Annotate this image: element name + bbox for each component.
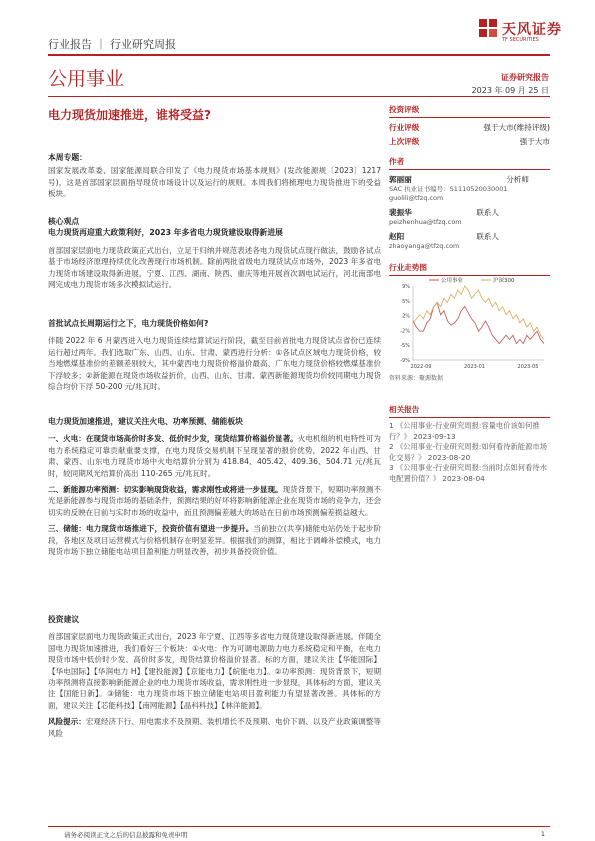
core-paragraph: 首部国家层面电力现货政策正式出台，立足于归纳并规范表述各电力现货试点现行做法，鼓励各试点基于市场经济原理持续优化改善现行市场机制。除前两批省级电力现货试点市场外，2023 年多省电力现货市场建设取得新进展，宁夏、江西、湖南、陕西、重庆等地开展首次调电试运行，河北南部电网完成电力现货市场多次模拟试运行。	[48, 245, 381, 290]
brand-name-en: TF SECURITIES	[502, 37, 539, 43]
rating-label: 行业评级	[389, 123, 420, 132]
report-type: 证券研究报告	[501, 73, 549, 82]
footer-disclaimer: 请务必阅读正文之后的信息披露和免责申明	[64, 831, 188, 839]
trial-paragraph: 伴随 2022 年 6 月蒙西进入电力现货连续结算试运行阶段，截至目前首批电力现货试点省份已连续运行超过两年。我们选取广东、山西、山东、甘肃、蒙西进行分析：①各试点区域电力现货价格，较当地燃煤基准价的差额差别较大，其中蒙西电力现货价格溢价最高、广东电力现货价格较燃煤基准价下浮较多；②新能源在现货市场收益折价，山西、山东、甘肃、蒙西新能源现货均价较同期电力现货综合均价下浮 50-200 元/兆瓦时。	[48, 336, 381, 392]
title-divider	[48, 96, 550, 97]
x-tick-label: 2023-05	[517, 364, 539, 370]
company-logo	[478, 18, 578, 44]
trial-section	[48, 318, 381, 392]
author-role: 分析师	[506, 175, 529, 184]
risk-paragraph	[48, 716, 381, 739]
risk-lead: 风险提示：	[48, 717, 86, 727]
rating-row	[389, 122, 550, 133]
y-tick-label: -5%	[400, 343, 410, 350]
report-title: 电力现货加速推进，谁将受益?	[48, 108, 211, 122]
core-section	[48, 216, 381, 290]
author-item	[389, 174, 550, 203]
page-number: 1	[540, 830, 545, 838]
trial-heading: 首批试点长周期运行之下，电力现货价格如何?	[48, 319, 209, 328]
header-divider	[48, 54, 550, 56]
rating-label: 上次评级	[389, 137, 420, 146]
focus-section	[48, 416, 381, 557]
invest-paragraph: 首部国家层面电力现货政策正式出台，2023 年宁夏、江西等多省电力现货建设取得新进展。伴随全国电力现货加速推进，我们看好三个板块：①火电：作为可调电源助力电力系统稳定和平衡，在电力现货市场中低价时少发、高价时多发，现货结算价格溢价显著。标的方面，建议关注【华能国际】【华电国际】【华润电力 H】【建投能源】【京能电力】【皖能电力】。②功率预测：现货背景下，短期功率预测将直接影响新能源企业的电力现货市场收益，需求刚性进一步显现，具体标的方面，建议关注【国能日新】。③储能：电力现货市场下独立储能电站项目盈利能力有望显著改善。具体标的方面，建议关注【芯能科技】【南网能源】【晶科科技】【林洋能源】。	[48, 632, 381, 710]
storage-lead: 三、储能：电力现货市场推进下，投资价值有望进一步提升。	[48, 524, 254, 534]
author-name: 裴振华	[389, 208, 412, 217]
invest-heading: 投资建议	[48, 615, 80, 624]
trend-heading: 行业走势图	[389, 262, 550, 276]
y-tick-label: 2%	[402, 313, 410, 320]
breadcrumb: 行业报告 ｜ 行业研究周报	[48, 38, 176, 51]
thermal-text: 火电机组的机电特性可为电力系统稳定可靠贡献重要支撑，在电力现货交易机制下呈现显著的报价优势，2022 年山西、甘肃、蒙西、山东电力现货市场中火电结算价分别为 418.84、405.42、409.36、504.71 元/兆瓦时，较同期风光结算价高出 110-265 元/兆瓦时。	[48, 434, 381, 478]
storage-text: 当前独立(共享)储能电站仍处于起步阶段，各地区及项目运营模式与价格机制存在明显差异。根据我们的测算，相比于调峰补偿模式，电力现货市场下独立储能电站项目盈利能力明显改善，初步具备投资价值。	[48, 524, 381, 557]
invest-section	[48, 614, 381, 739]
author-role: 联系人	[476, 208, 499, 217]
thermal-paragraph	[48, 433, 381, 479]
related-report-link[interactable]: 1 《公用事业-行业研究周报:容量电价该如何推行？》 2023-09-13	[389, 421, 540, 441]
forecast-paragraph	[48, 484, 381, 518]
rating-row	[389, 136, 550, 147]
logo-mark-icon	[478, 18, 498, 40]
y-tick-label: 9%	[402, 284, 410, 290]
core-subheading: 电力现货再迎重大政策利好，2023 年多省电力现货建设取得新进展	[48, 228, 283, 238]
x-tick-label: 2022-09	[410, 364, 432, 370]
footer-divider	[48, 826, 550, 827]
thermal-lead: 一、火电：在现货市场高价时多发、低价时少发，现货结算价格溢价显著。	[48, 434, 298, 444]
week-topic-text: 国家发展改革委、国家能源局联合印发了《电力现货市场基本规则》(发改能源规〔2023〕1217 号)，这是首部国家层面指导现货市场设计以及运行的规则。本周我们将梳理电力现货推进下的受益板块。	[48, 166, 381, 199]
author-item	[389, 207, 550, 227]
risk-text: 宏观经济下行、用电需求不及预期、装机增长不及预期、电价下调、以及产业政策调整等风险	[48, 717, 381, 738]
related-report-link[interactable]: 3 《公用事业-行业研究周报:当前时点如何看待水电配置价值？》 2023-08-04	[389, 463, 547, 483]
author-item	[389, 231, 550, 251]
author-cert: SAC 执业证书编号：S1110520030001	[389, 185, 508, 193]
related-block	[389, 404, 550, 484]
y-tick-label: -2%	[400, 328, 410, 335]
legend-label: 沪深300	[493, 278, 515, 284]
brand-name: 天风证券	[502, 22, 562, 38]
rating-value: 强于大市	[519, 137, 550, 146]
x-tick-label: 2023-01	[464, 364, 485, 370]
author-name: 郭丽丽	[389, 175, 412, 184]
author-email[interactable]: guolili@tfzq.com	[389, 194, 444, 202]
rating-heading: 投资评级	[389, 104, 550, 118]
week-topic-section	[48, 152, 381, 200]
authors-heading: 作者	[389, 156, 550, 170]
core-heading: 核心观点	[48, 217, 80, 226]
rating-block	[389, 104, 550, 147]
chart-source: 资料来源：聚源数据	[389, 375, 444, 382]
author-email[interactable]: zhaoyanga@tfzq.com	[389, 242, 460, 250]
report-date: 2023 年 09 月 25 日	[471, 86, 549, 95]
focus-heading: 电力现货加速推进，建议关注火电、功率预测、储能板块	[48, 417, 243, 426]
related-report-link[interactable]: 2 《公用事业-行业研究周报:如何看待新能源市场化交易？》 2023-08-20	[389, 442, 547, 462]
legend-label: 公用事业	[441, 278, 464, 284]
y-tick-label: 5%	[402, 298, 410, 305]
week-topic-heading: 本周专题：	[48, 153, 87, 162]
related-heading: 相关报告	[389, 404, 550, 418]
author-email[interactable]: peizhenhua@tfzq.com	[389, 218, 462, 226]
authors-block	[389, 156, 550, 251]
rating-value: 强于大市(维持评级)	[483, 123, 550, 132]
industry-trend-chart	[389, 272, 550, 372]
industry-name: 公用事业	[48, 68, 125, 90]
author-role: 联系人	[476, 232, 499, 241]
storage-paragraph	[48, 523, 381, 557]
author-name: 赵阳	[389, 232, 405, 241]
y-tick-label: -9%	[400, 358, 410, 364]
forecast-text: 现货背景下，短期功率预测不光是新能源参与现货市场的基础条件，预测结果的好坏将影响新能源企业在现货市场的竞争力，还会切实的反映在日前与实时市场的收益中，而且预测偏差越大的场站在日前市场预测偏差损益越大。	[48, 485, 381, 517]
forecast-lead: 二、新能源功率预测：切实影响现货收益，需求刚性或将进一步显现。	[48, 485, 283, 495]
